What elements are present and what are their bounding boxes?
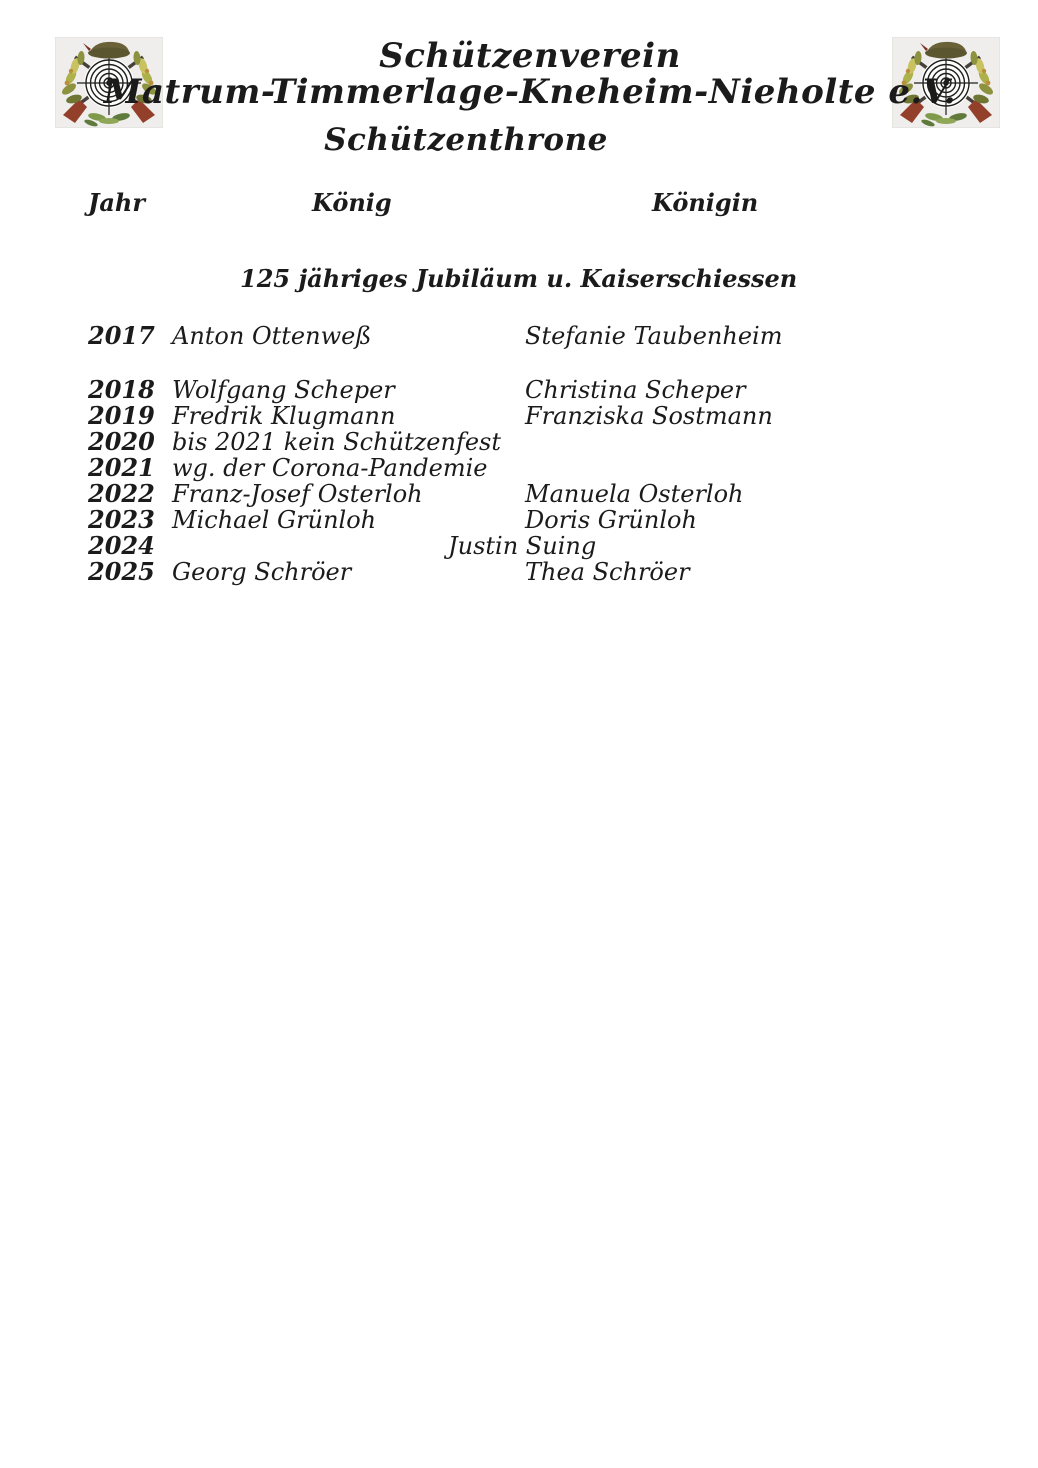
koenigin-cell: Franziska Sostmann [525,402,773,430]
year-cell: 2024 [88,531,155,560]
koenig-cell: wg. der Corona-Pandemie [172,454,488,482]
koenigin-cell: Manuela Osterloh [525,480,744,508]
column-header-jahr: Jahr [88,188,145,217]
year-cell: 2020 [88,427,155,456]
table-row-2021 [0,455,1038,481]
year-cell: 2021 [88,453,155,482]
koenig-cell: Michael Grünloh [172,506,377,534]
page-title-schuetzenthrone: Schützenthrone [324,122,608,158]
club-name-line2: Matrum-Timmerlage-Kneheim-Nieholte e.V. [103,72,957,112]
koenig-cell: Anton Ottenweß [172,322,372,350]
year-cell: 2023 [88,505,155,534]
table-row-2020 [0,429,1038,455]
table-row-2017 [0,323,1038,349]
table-row-2018 [0,377,1038,403]
koenigin-cell: Doris Grünloh [525,506,697,534]
club-name-line1: Schützenverein [379,36,681,76]
column-header-koenig: König [312,188,392,217]
kaiser-cell: Justin Suing [448,532,597,560]
table-row-2023 [0,507,1038,533]
koenigin-cell: Christina Scheper [525,376,746,404]
column-header-koenigin: Königin [652,188,759,217]
year-cell: 2017 [88,321,155,350]
koenig-cell: Georg Schröer [172,558,352,586]
table-row-2019 [0,403,1038,429]
koenigin-cell: Stefanie Taubenheim [525,322,783,350]
table-row-2025 [0,559,1038,585]
table-row-2024 [0,533,1038,559]
table-row-2022 [0,481,1038,507]
koenig-cell: Franz-Josef Osterloh [172,480,423,508]
year-cell: 2018 [88,375,155,404]
koenig-cell: bis 2021 kein Schützenfest [172,428,501,456]
year-cell: 2022 [88,479,155,508]
koenig-cell: Fredrik Klugmann [172,402,396,430]
year-cell: 2019 [88,401,155,430]
jubilee-note: 125 jähriges Jubiläum u. Kaiserschiessen [240,264,798,293]
koenig-cell: Wolfgang Scheper [172,376,395,404]
year-cell: 2025 [88,557,155,586]
koenigin-cell: Thea Schröer [525,558,690,586]
